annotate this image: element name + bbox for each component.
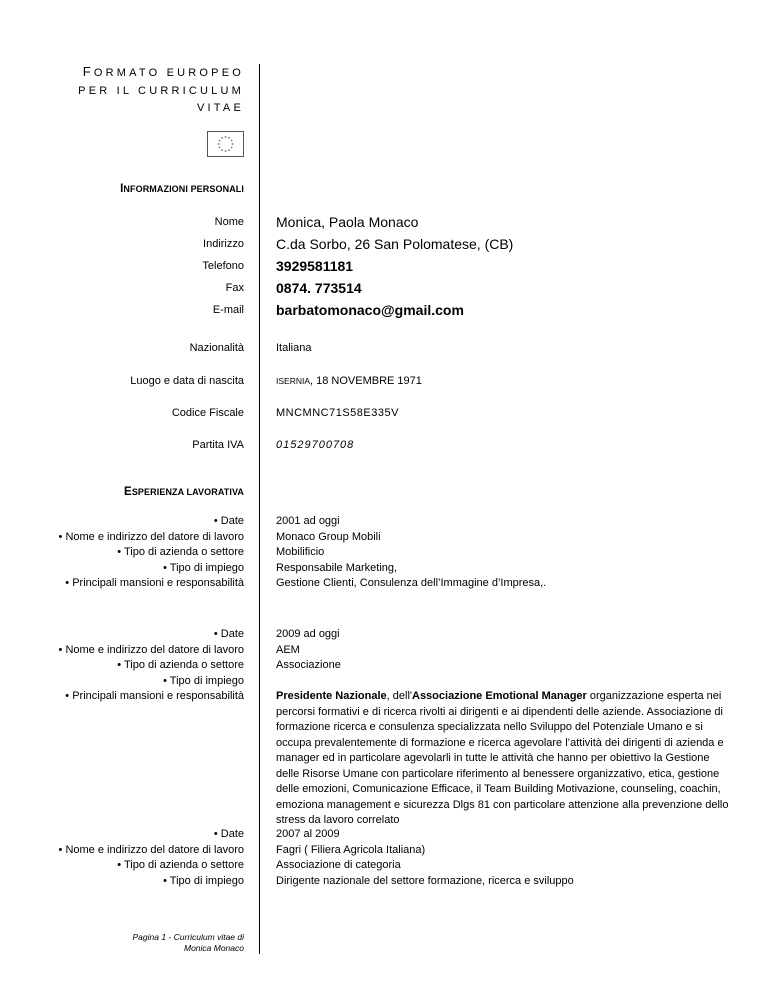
job-3-values [276, 827, 736, 889]
value-fax: 0874. 773514 [276, 280, 362, 296]
section-personal-info: INFORMAZIONI PERSONALI [120, 183, 244, 195]
value-nome: Monica, Paola Monaco [276, 214, 419, 230]
job-2-date: 2009 ad oggi [276, 628, 340, 640]
birth-place: ISERNIA [276, 376, 311, 386]
value-codice-fiscale: MNCMNC71S58E335V [276, 407, 399, 419]
eu-flag-icon [207, 131, 244, 157]
job-3-employer: Fagri ( Filiera Agricola Italiana) [276, 843, 426, 856]
job-1-employer: Monaco Group Mobili [276, 530, 381, 543]
value-indirizzo: C.da Sorbo, 26 San Polomatese, (CB) [276, 236, 514, 252]
vertical-divider [259, 64, 260, 954]
job-1-label-job-type: • Tipo di impiego [163, 561, 244, 574]
label-partita-iva: Partita IVA [192, 439, 244, 451]
label-nazionalita: Nazionalità [189, 342, 244, 354]
job-3-label-date: • Date [213, 828, 244, 840]
value-partita-iva: 01529700708 [276, 439, 355, 451]
header-line-1: FORMATO EUROPEO [82, 64, 244, 79]
footer-name: Monica Monaco [183, 943, 244, 953]
job-2-label-date: • Date [213, 628, 244, 640]
job-2-label-job-type: • Tipo di impiego [163, 674, 244, 687]
job-2-values [276, 627, 736, 674]
job-1-label-duties: • Principali mansioni e responsabilità [65, 577, 244, 589]
header-line-3: VITAE [197, 102, 244, 114]
label-telefono: Telefono [202, 260, 244, 272]
job-2-duties-text: organizzazione esperta nei percorsi formativi e di ricerca rivolti ai dirigenti e ai dipendenti delle aziende. Associazione di formazione ricerca e consulenza specializzata nello Sviluppo del Potenziale Umano e si occupa prevalentemente di formazione e ricerca agevolare l’attività dei dirigenti di azienda e manager ed in particolare agevolarli in tutte le attività che hanno per obiettivo la Gestione delle Risorse Umane con particolare riferimento al benessere organizzativo, etica, gestione delle emozioni, Comunicazione Efficace, il Team Building Motivazione, counseling, coachin, emoziona management e sicurezza Dlgs 81 con particolare attenzione alla prevenzione dello stress da lavoro correlato [276, 690, 729, 826]
job-3-sector: Associazione di categoria [276, 859, 401, 871]
value-telefono: 3929581181 [276, 258, 354, 274]
job-2-label-sector: • Tipo di azienda o settore [117, 659, 244, 671]
label-email: E-mail [212, 304, 244, 316]
label-nome: Nome [214, 216, 244, 228]
job-1-values [276, 514, 736, 592]
job-2-label-employer: • Nome e indirizzo del datore di lavoro [58, 643, 244, 656]
job-1-label-employer: • Nome e indirizzo del datore di lavoro [58, 530, 244, 543]
job-2-label-duties: • Principali mansioni e responsabilità [65, 690, 244, 702]
value-nazionalita: Italiana [276, 342, 312, 354]
job-3-job-type: Dirigente nazionale del settore formazione, ricerca e sviluppo [276, 874, 574, 887]
cv-header [0, 63, 244, 118]
value-nascita [276, 375, 422, 387]
job-2-sector: Associazione [276, 659, 341, 671]
page-number: 1 [161, 932, 167, 942]
job-2-labels [0, 627, 244, 705]
label-indirizzo: Indirizzo [203, 238, 244, 250]
job-3-labels [0, 827, 244, 889]
job-1-duties: Gestione Clienti, Consulenza dell’Immagine d’Impresa,. [276, 577, 547, 589]
label-nascita: Luogo e data di nascita [130, 375, 244, 387]
job-2-duties [276, 689, 734, 829]
label-fax: Fax [225, 282, 244, 294]
header-line-2: PER IL CURRICULUM [78, 84, 244, 97]
footer-line-1: Pagina 1 - Curriculum vitae di [132, 932, 244, 942]
job-3-date: 2007 al 2009 [276, 828, 340, 840]
job-2-role: Presidente Nazionale [276, 690, 387, 702]
job-2-duties-joiner: , dell' [386, 690, 412, 702]
job-1-job-type: Responsabile Marketing, [276, 561, 398, 574]
job-1-sector: Mobilificio [276, 546, 325, 558]
job-3-label-job-type: • Tipo di impiego [163, 874, 244, 887]
job-3-label-sector: • Tipo di azienda o settore [117, 859, 244, 871]
job-3-label-employer: • Nome e indirizzo del datore di lavoro [58, 843, 244, 856]
job-1-date: 2001 ad oggi [276, 515, 340, 527]
page-footer [0, 932, 244, 954]
job-1-label-date: • Date [213, 515, 244, 527]
value-email: barbatomonaco@gmail.com [276, 302, 464, 318]
section-work-experience: ESPERIENZA LAVORATIVA [124, 486, 244, 498]
job-1-label-sector: • Tipo di azienda o settore [117, 546, 244, 558]
job-2-employer: AEM [276, 643, 300, 656]
job-1-labels [0, 514, 244, 592]
job-2-organization: Associazione Emotional Manager [412, 690, 587, 702]
label-codice-fiscale: Codice Fiscale [171, 407, 244, 419]
birth-date: , 18 NOVEMBRE 1971 [310, 375, 422, 387]
